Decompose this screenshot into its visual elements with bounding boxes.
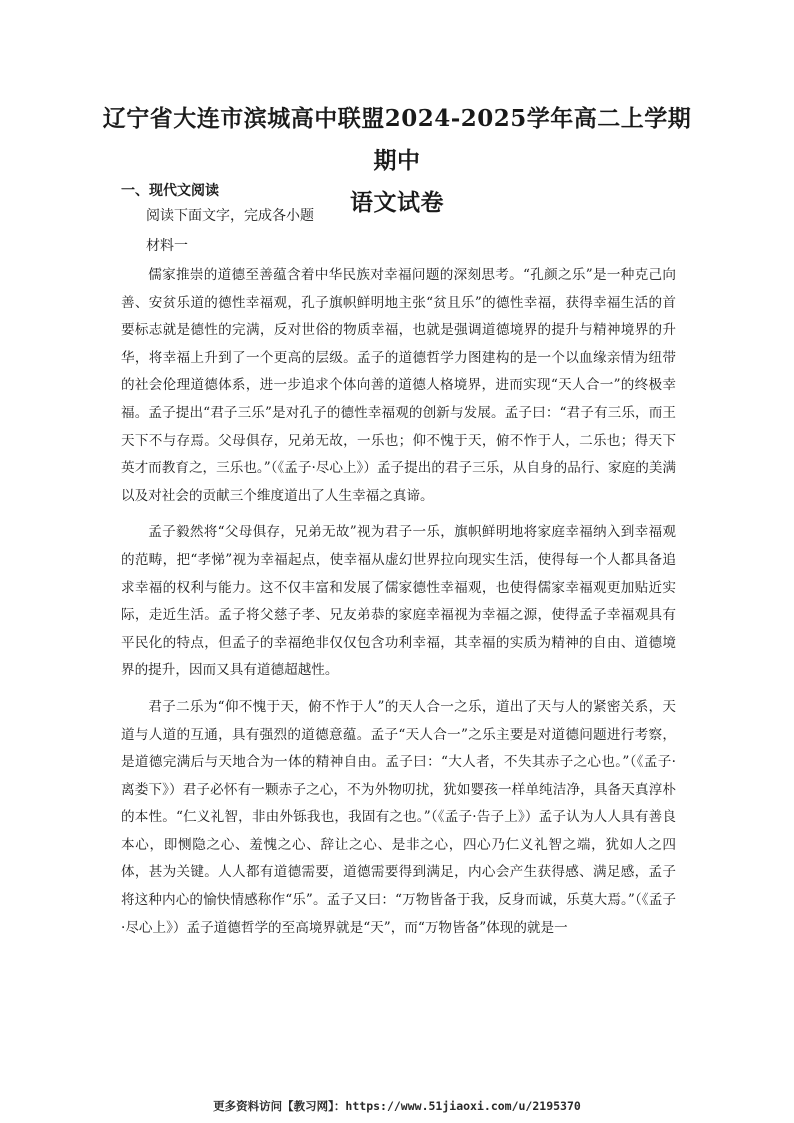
article-body [121, 262, 676, 951]
title-line-2: 语文试卷 [350, 189, 444, 216]
paragraph-1: 儒家推崇的道德至善蕴含着中华民族对幸福问题的深刻思考。“孔颜之乐”是一种克己向善、安贫乐道的德性幸福观，孔子旗帜鲜明地主张“贫且乐”的德性幸福，获得幸福生活的首要标志就是德性的完满，反对世俗的物质幸福，也就是强调道德境界的提升与精神境界的升华，将幸福上升到了一个更高的层级。孟子的道德哲学力图建构的是一个以血缘亲情为纽带的社会伦理道德体系，进一步追求个体向善的道德人格境界，进而实现“天人合一”的终极幸福。孟子提出“君子三乐”是对孔子的德性幸福观的创新与发展。孟子曰：“君子有三乐，而王天下不与存焉。父母俱存，兄弟无故，一乐也；仰不愧于天，俯不怍于人，二乐也；得天下英才而教育之，三乐也。”（《孟子·尽心上》）孟子提出的君子三乐，从自身的品行、家庭的美满以及对社会的贡献三个维度道出了人生幸福之真谛。 [121, 267, 677, 504]
instruction-text: 阅读下面文字，完成各小题 [146, 208, 314, 224]
section-heading: 一、现代文阅读 [121, 183, 219, 199]
paragraph-3: 君子二乐为“仰不愧于天，俯不怍于人”的天人合一之乐，道出了天与人的紧密关系，天道与人道的互通，具有强烈的道德意蕴。孟子“天人合一”之乐主要是对道德问题进行考察，是道德完满后与天地合为一体的精神自由。孟子曰：“大人者，不失其赤子之心也。”（《孟子·离娄下》）君子必怀有一颗赤子之心，不为外物叨扰，犹如婴孩一样单纯洁净，具备天真淳朴的本性。“仁义礼智，非由外铄我也，我固有之也。”（《孟子·告子上》）孟子认为人人具有善良本心，即恻隐之心、羞愧之心、辞让之心、是非之心，四心乃仁义礼智之端，犹如人之四体，甚为关键。人人都有道德需要，道德需要得到满足，内心会产生获得感、满足感，孟子将这种内心的愉快情感称作“乐”。孟子又曰：“万物皆备于我，反身而诚，乐莫大焉。”（《孟子·尽心上》）孟子道德哲学的至高境界就是“天”，而“万物皆备”体现的就是一 [121, 698, 676, 936]
title-line-1: 辽宁省大连市滨城高中联盟2024-2025学年高二上学期期中 [102, 105, 692, 174]
paragraph-2: 孟子毅然将“父母俱存，兄弟无故”视为君子一乐，旗帜鲜明地将家庭幸福纳入到幸福观的范畴，把“孝悌”视为幸福起点，使幸福从虚幻世界拉向现实生活，使得每一个人都具备追求幸福的权利与能力。这不仅丰富和发展了儒家德性幸福观，也使得儒家幸福观更加贴近实际，走近生活。孟子将父慈子孝、兄友弟恭的家庭幸福视为幸福之源，使得孟子幸福观具有平民化的特点，但孟子的幸福绝非仅仅包含功利幸福，其幸福的实质为精神的自由、道德境界的提升，因而又具有道德超越性。 [121, 524, 676, 679]
material-label: 材料一 [146, 238, 188, 254]
footer-link[interactable]: 更多资料访问【教习网】：https://www.51jiaoxi.com/u/2195370 [213, 1099, 581, 1113]
